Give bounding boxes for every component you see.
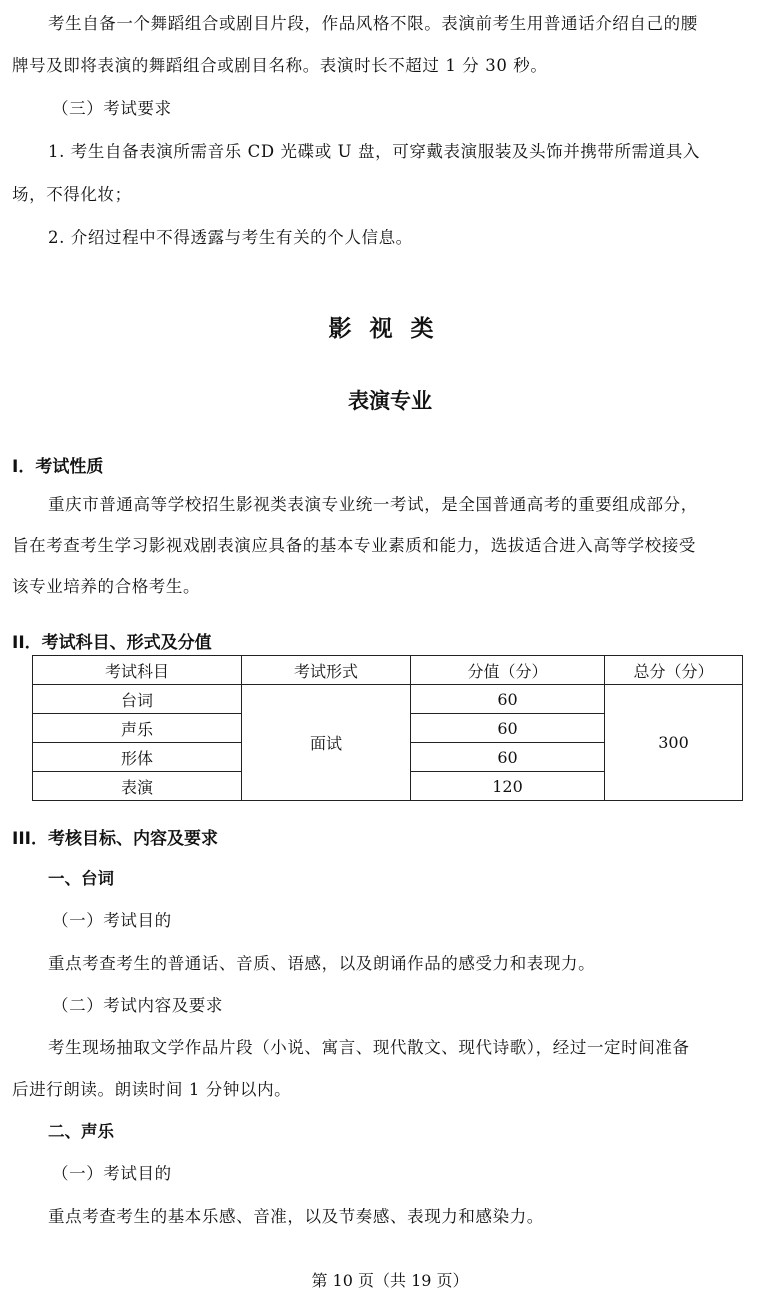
subject-cell: 表演 — [33, 772, 242, 801]
section-heading: 二、声乐 — [48, 1122, 114, 1141]
table-row — [33, 685, 743, 714]
score-table — [32, 655, 743, 801]
list-item-continuation: 场，不得化妆； — [12, 185, 132, 204]
section-subheading: （一）考试目的 — [52, 911, 172, 930]
part2-heading: II．考试科目、形式及分值 — [12, 633, 212, 653]
table-header-cell: 分值（分） — [411, 656, 605, 685]
paragraph-line: 旨在考查考生学习影视戏剧表演应具备的基本专业素质和能力，选拔适合进入高等学校接受 — [12, 536, 696, 555]
subject-cell: 声乐 — [33, 714, 242, 743]
score-cell: 60 — [411, 743, 605, 772]
section-subheading: （三）考试要求 — [52, 99, 172, 118]
subject-cell: 台词 — [33, 685, 242, 714]
table-header-cell: 考试形式 — [242, 656, 411, 685]
list-item: 2. 介绍过程中不得透露与考生有关的个人信息。 — [48, 228, 413, 247]
list-item: 1. 考生自备表演所需音乐 CD 光碟或 U 盘，可穿戴表演服装及头饰并携带所需道具入 — [48, 142, 701, 161]
page-footer: 第 10 页（共 19 页） — [311, 1271, 469, 1290]
paragraph-line: 后进行朗读。朗读时间 1 分钟以内。 — [12, 1080, 292, 1099]
paragraph-line: 牌号及即将表演的舞蹈组合或剧目名称。表演时长不超过 1 分 30 秒。 — [12, 56, 548, 75]
table-header-row — [33, 656, 743, 685]
score-cell: 120 — [411, 772, 605, 801]
score-cell: 60 — [411, 714, 605, 743]
paragraph-line: 考生现场抽取文学作品片段（小说、寓言、现代散文、现代诗歌），经过一定时间准备 — [48, 1038, 690, 1057]
major-title: 表演专业 — [348, 389, 432, 413]
section-subheading: （一）考试目的 — [52, 1164, 172, 1183]
paragraph-line: 考生自备一个舞蹈组合或剧目片段，作品风格不限。表演前考生用普通话介绍自己的腰 — [48, 14, 698, 33]
subject-cell: 形体 — [33, 743, 242, 772]
paragraph-line: 重点考查考生的基本乐感、音准，以及节奏感、表现力和感染力。 — [48, 1207, 544, 1226]
paragraph-line: 该专业培养的合格考生。 — [12, 577, 201, 596]
category-title: 影视类 — [328, 316, 452, 342]
total-cell: 300 — [605, 685, 743, 801]
part1-heading: I．考试性质 — [12, 457, 104, 477]
section-subheading: （二）考试内容及要求 — [52, 996, 223, 1015]
part3-heading: III．考核目标、内容及要求 — [12, 829, 218, 849]
form-cell: 面试 — [242, 685, 411, 801]
score-cell: 60 — [411, 685, 605, 714]
paragraph-line: 重点考查考生的普通话、音质、语感，以及朗诵作品的感受力和表现力。 — [48, 954, 596, 973]
paragraph-line: 重庆市普通高等学校招生影视类表演专业统一考试，是全国普通高考的重要组成部分， — [48, 495, 698, 514]
table-header-cell: 考试科目 — [33, 656, 242, 685]
section-heading: 一、台词 — [48, 869, 114, 888]
table-header-cell: 总分（分） — [605, 656, 743, 685]
